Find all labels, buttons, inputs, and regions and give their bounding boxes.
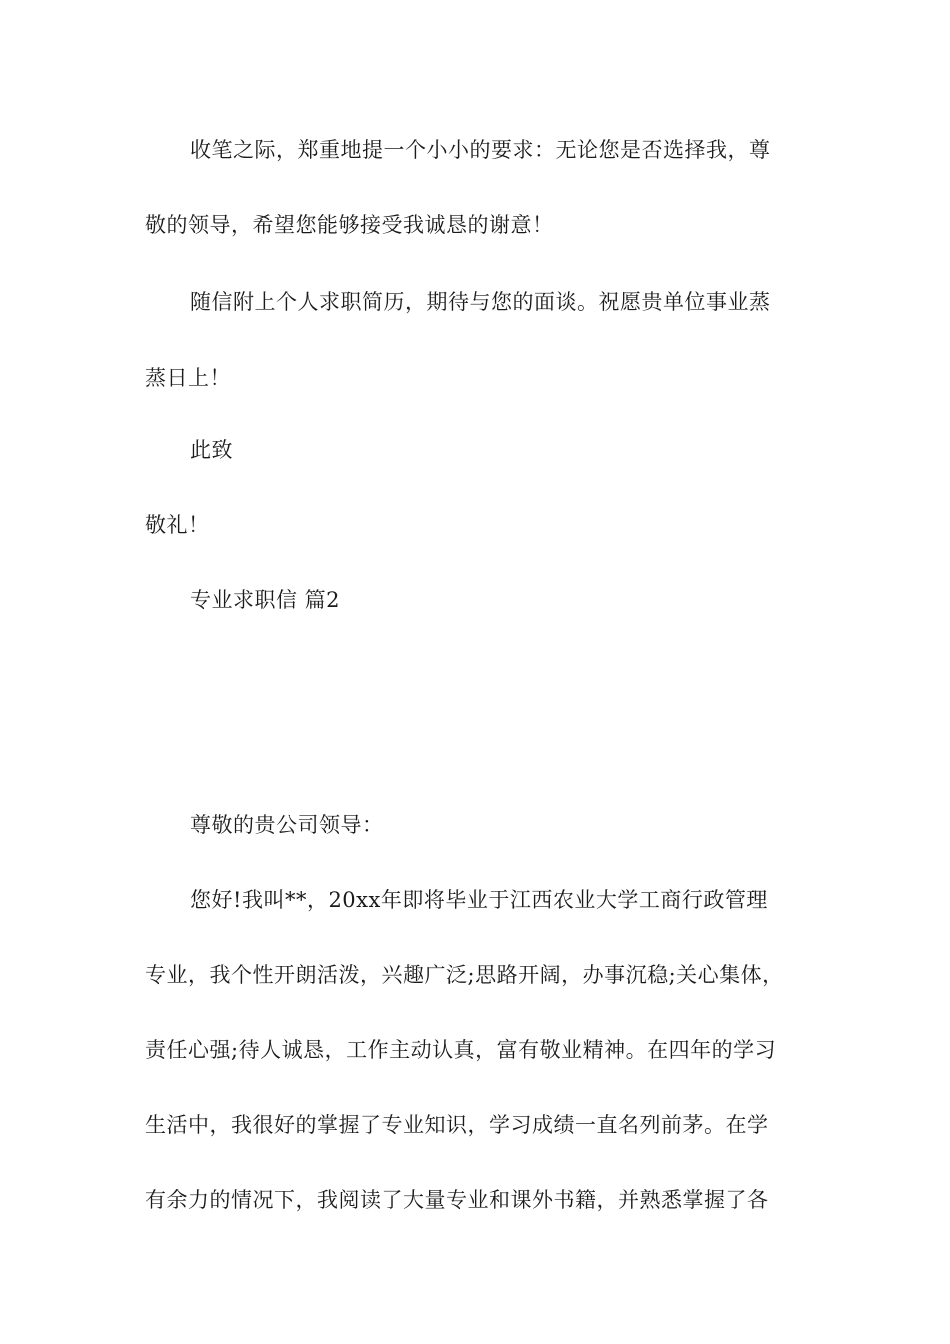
- closing-salutation: 此致: [190, 438, 233, 462]
- paragraph-intro-line-3: 责任心强;待人诚恳，工作主动认真，富有敬业精神。在四年的学习: [145, 1038, 777, 1062]
- paragraph-attachment-line-1: 随信附上个人求职简历，期待与您的面谈。祝愿贵单位事业蒸: [190, 290, 771, 314]
- closing-regards: 敬礼！: [145, 513, 210, 537]
- paragraph-closing-request-line-2: 敬的领导，希望您能够接受我诚恳的谢意！: [145, 213, 554, 237]
- paragraph-attachment-line-2: 蒸日上！: [145, 366, 231, 390]
- letter-greeting: 尊敬的贵公司领导：: [190, 813, 384, 837]
- paragraph-intro-line-1: 您好!我叫**，20xx年即将毕业于江西农业大学工商行政管理: [190, 888, 768, 912]
- paragraph-intro-line-2: 专业，我个性开朗活泼，兴趣广泛;思路开阔，办事沉稳;关心集体，: [145, 963, 784, 987]
- section-heading: 专业求职信 篇2: [190, 588, 341, 612]
- paragraph-intro-line-4: 生活中，我很好的掌握了专业知识，学习成绩一直名列前茅。在学: [145, 1113, 769, 1137]
- paragraph-intro-line-5: 有余力的情况下，我阅读了大量专业和课外书籍，并熟悉掌握了各: [145, 1188, 769, 1212]
- paragraph-closing-request-line-1: 收笔之际，郑重地提一个小小的要求：无论您是否选择我，尊: [190, 138, 771, 162]
